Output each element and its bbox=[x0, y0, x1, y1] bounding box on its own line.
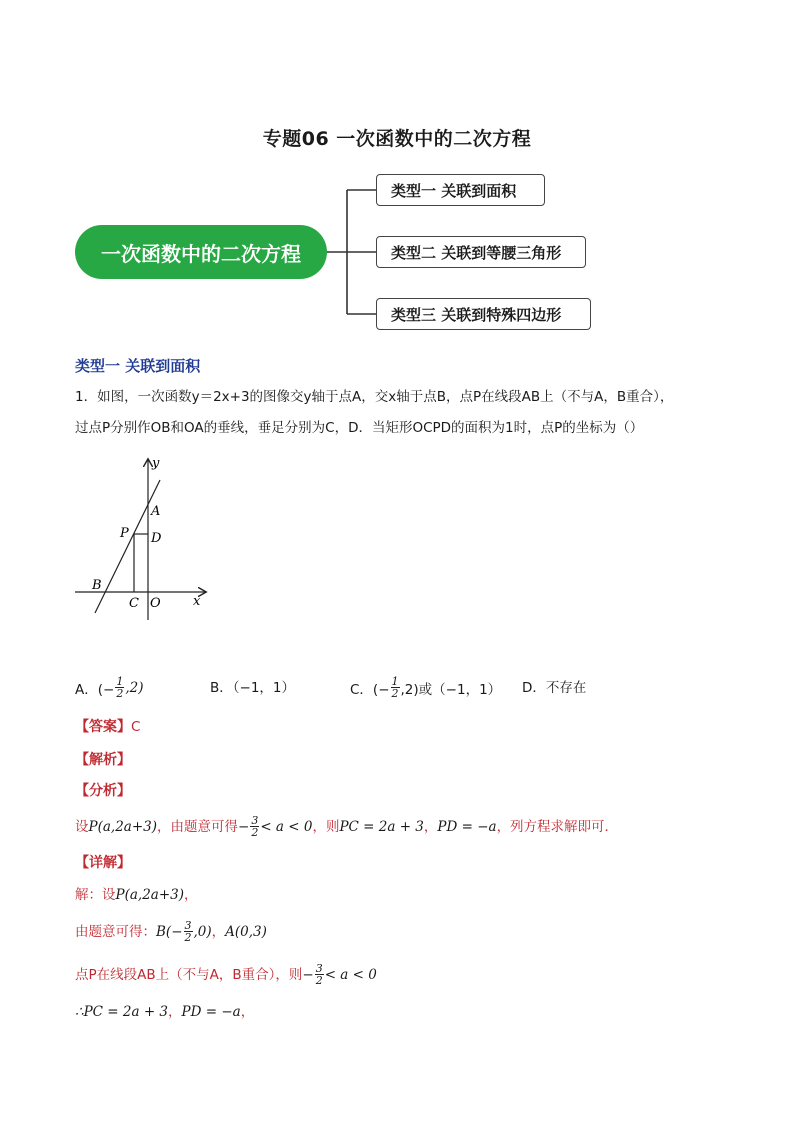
fenxi-label: 【分析】 bbox=[75, 783, 131, 799]
label-b: B bbox=[92, 578, 102, 593]
choice-d: D．不存在 bbox=[522, 680, 587, 696]
question-line-1: 1．如图，一次函数y＝2x+3的图像交y轴于点A，交x轴于点B，点P在线段AB上（不与A，B重合）， bbox=[75, 389, 674, 405]
mindmap-branch-3: 类型三 关联到特殊四边形 bbox=[376, 298, 591, 330]
label-p: P bbox=[120, 526, 129, 541]
choice-c: C．(− $\frac{1}{2}$ ,2)或（−1，1） bbox=[350, 675, 502, 700]
fenxi-text: 设 P(a,2a+3) ，由题意可得 − $\frac{3}{2}$ < a < 0 ，则 PC = 2a + 3 ， PD = −a ，列方程求解即可． bbox=[75, 814, 619, 839]
coordinate-figure bbox=[70, 455, 220, 630]
mindmap-root: 一次函数中的二次方程 bbox=[75, 225, 327, 279]
solution-line-1: 解：设P(a,2a+3)， bbox=[75, 887, 198, 903]
label-a: A bbox=[151, 504, 161, 519]
xiangjie-label: 【详解】 bbox=[75, 855, 131, 871]
page-title: 专题06 一次函数中的二次方程 bbox=[262, 128, 532, 150]
mindmap-branch-1: 类型一 关联到面积 bbox=[376, 174, 545, 206]
analysis-label: 【解析】 bbox=[75, 752, 131, 768]
label-d: D bbox=[151, 531, 162, 546]
label-y: y bbox=[152, 456, 160, 471]
question-line-2: 过点P分别作OB和OA的垂线，垂足分别为C，D．当矩形OCPD的面积为1时，点P的坐标为（） bbox=[75, 420, 644, 436]
mindmap-branch-2: 类型二 关联到等腰三角形 bbox=[376, 236, 586, 268]
choice-a: A．(− $\frac{1}{2}$ ,2) bbox=[75, 675, 144, 700]
solution-line-2: 由题意可得： B(− $\frac{3}{2}$ ,0) ， A(0,3) bbox=[75, 919, 267, 944]
label-o: O bbox=[150, 596, 161, 611]
section-heading: 类型一 关联到面积 bbox=[75, 357, 201, 375]
fraction: $\frac{1}{2}$ bbox=[116, 675, 124, 700]
label-c: C bbox=[129, 596, 139, 611]
choice-b: B．（−1，1） bbox=[210, 680, 296, 696]
answer: 【答案】C bbox=[75, 719, 141, 735]
fraction: $\frac{1}{2}$ bbox=[391, 675, 399, 700]
graph-line bbox=[95, 480, 160, 613]
label-x: x bbox=[193, 594, 201, 609]
solution-line-4: ∴PC = 2a + 3，PD = −a， bbox=[75, 1004, 255, 1020]
solution-line-3: 点P在线段AB上（不与A，B重合），则 − $\frac{3}{2}$ < a < 0 bbox=[75, 962, 377, 987]
